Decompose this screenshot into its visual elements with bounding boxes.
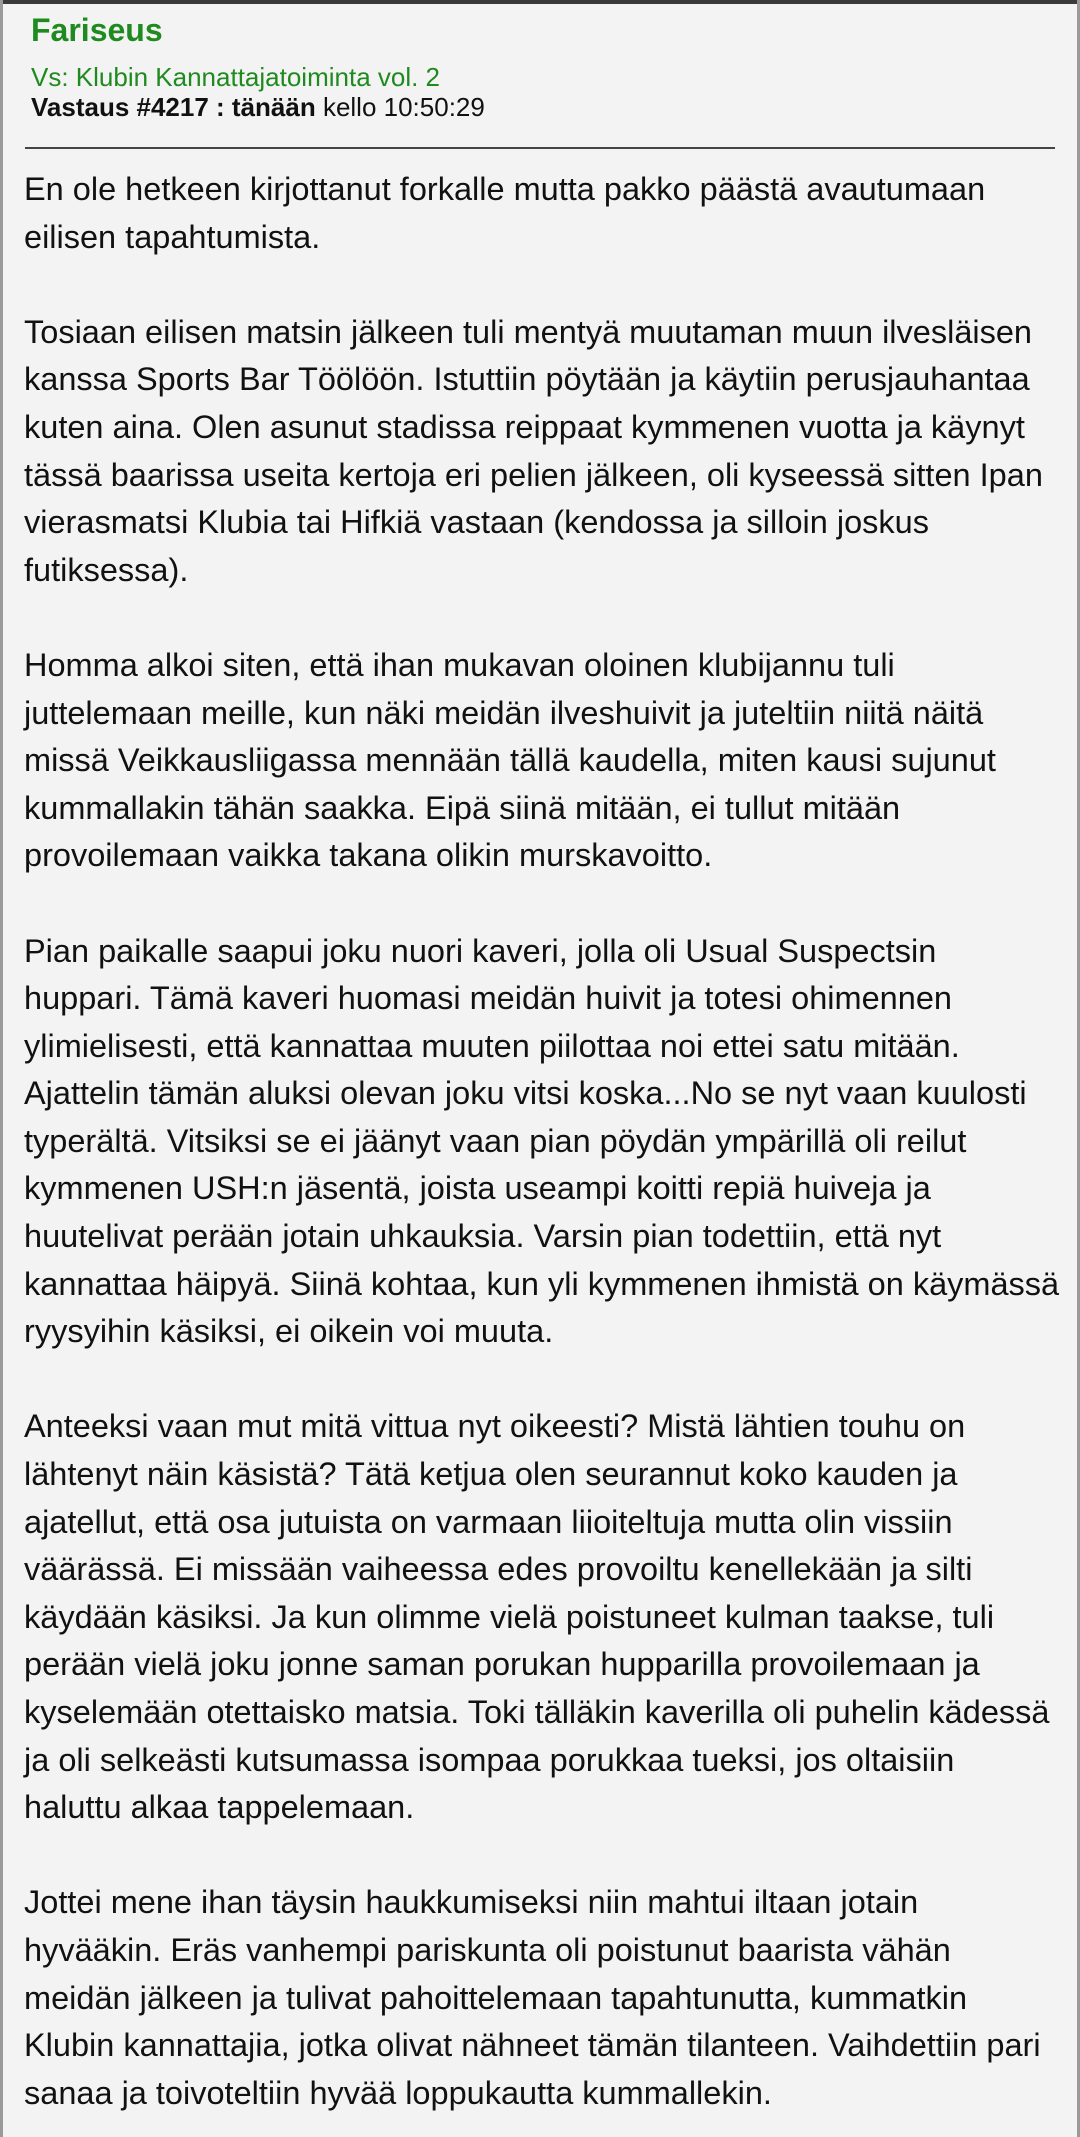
post-paragraph: Pian paikalle saapui joku nuori kaveri, jolla oli Usual Suspectsin huppari. Tämä kaveri huomasi meidän huivit ja totesi ohimennen ylimielisesti, että kannattaa muuten piilottaa noi ettei satu mitään. Ajattelin tämän aluksi olevan joku vitsi koska...No se nyt vaan kuulosti typerältä. Vitsiksi se ei jäänyt vaan pian pöydän ympärillä oli reilut kymmenen USH:n jäsentä, joista useampi koitti repiä huiveja ja huutelivat perään jotain uhkauksia. Varsin pian todettiin, että nyt kannattaa häipyä. Siinä kohtaa, kun yli kymmenen ihmistä on käymässä ryysyihin käsiksi, ei oikein voi muuta. [24, 932, 1060, 1350]
left-border [0, 0, 3, 2137]
reply-time: kello 10:50:29 [315, 92, 485, 122]
post-body [24, 166, 1060, 2117]
post-paragraph: Jottei mene ihan täysin haukkumiseksi niin mahtui iltaan jotain hyvääkin. Eräs vanhempi pariskunta oli poistunut baarista vähän meidän jälkeen ja tulivat pahoittelemaan tapahtunutta, kummatkin Klubin kannattajia, jotka olivat nähneet tämän tilanteen. Vaihdettiin pari sanaa ja toivoteltiin hyvää loppukautta kummallekin. [24, 1884, 1041, 2111]
post-meta [31, 90, 485, 124]
post-paragraph: Homma alkoi siten, että ihan mukavan oloinen klubijannu tuli juttelemaan meille, kun näki meidän ilveshuivit ja juteltiin niitä näitä missä Veikkausliigassa mennään tällä kaudella, miten kausi sujunut kummallakin tähän saakka. Eipä siinä mitään, ei tullut mitään provoilemaan vaikka takana olikin murskavoitto. [24, 646, 996, 874]
top-border [0, 0, 1080, 4]
header-divider [25, 147, 1055, 149]
post-paragraph: En ole hetkeen kirjottanut forkalle mutta pakko päästä avautumaan eilisen tapahtumista. [24, 171, 986, 255]
post-subject-link[interactable]: Vs: Klubin Kannattajatoiminta vol. 2 [31, 62, 441, 92]
post-paragraph: Tosiaan eilisen matsin jälkeen tuli mentyä muutaman muun ilvesläisen kanssa Sports Bar Töölöön. Istuttiin pöytään ja käytiin perusjauhantaa kuten aina. Olen asunut stadissa reippaat kymmenen vuotta ja käynyt tässä baarissa useita kertoja eri pelien jälkeen, oli kyseessä sitten Ipan vierasmatsi Klubia tai Hifkiä vastaan (kendossa ja silloin joskus futiksessa). [24, 313, 1043, 588]
post-paragraph: Anteeksi vaan mut mitä vittua nyt oikeesti? Mistä lähtien touhu on lähtenyt näin käsistä? Tätä ketjua olen seurannut koko kauden ja ajatellut, että osa jutuista on varmaan liioiteltuja mutta olin vissiin väärässä. Ei missään vaiheessa edes provoiltu kenellekään ja silti käydään käsiksi. Ja kun olimme vielä poistuneet kulman taakse, tuli perään vielä joku jonne saman porukan hupparilla provoilemaan ja kyselemään otettaisko matsia. Toki tälläkin kaverilla oli puhelin kädessä ja oli selkeästi kutsumassa isompaa porukkaa tueksi, jos oltaisiin haluttu alkaa tappelemaan. [24, 1408, 1050, 1826]
post-author-link[interactable]: Fariseus [31, 12, 163, 48]
reply-number-label: Vastaus #4217 : tänään [31, 92, 316, 122]
